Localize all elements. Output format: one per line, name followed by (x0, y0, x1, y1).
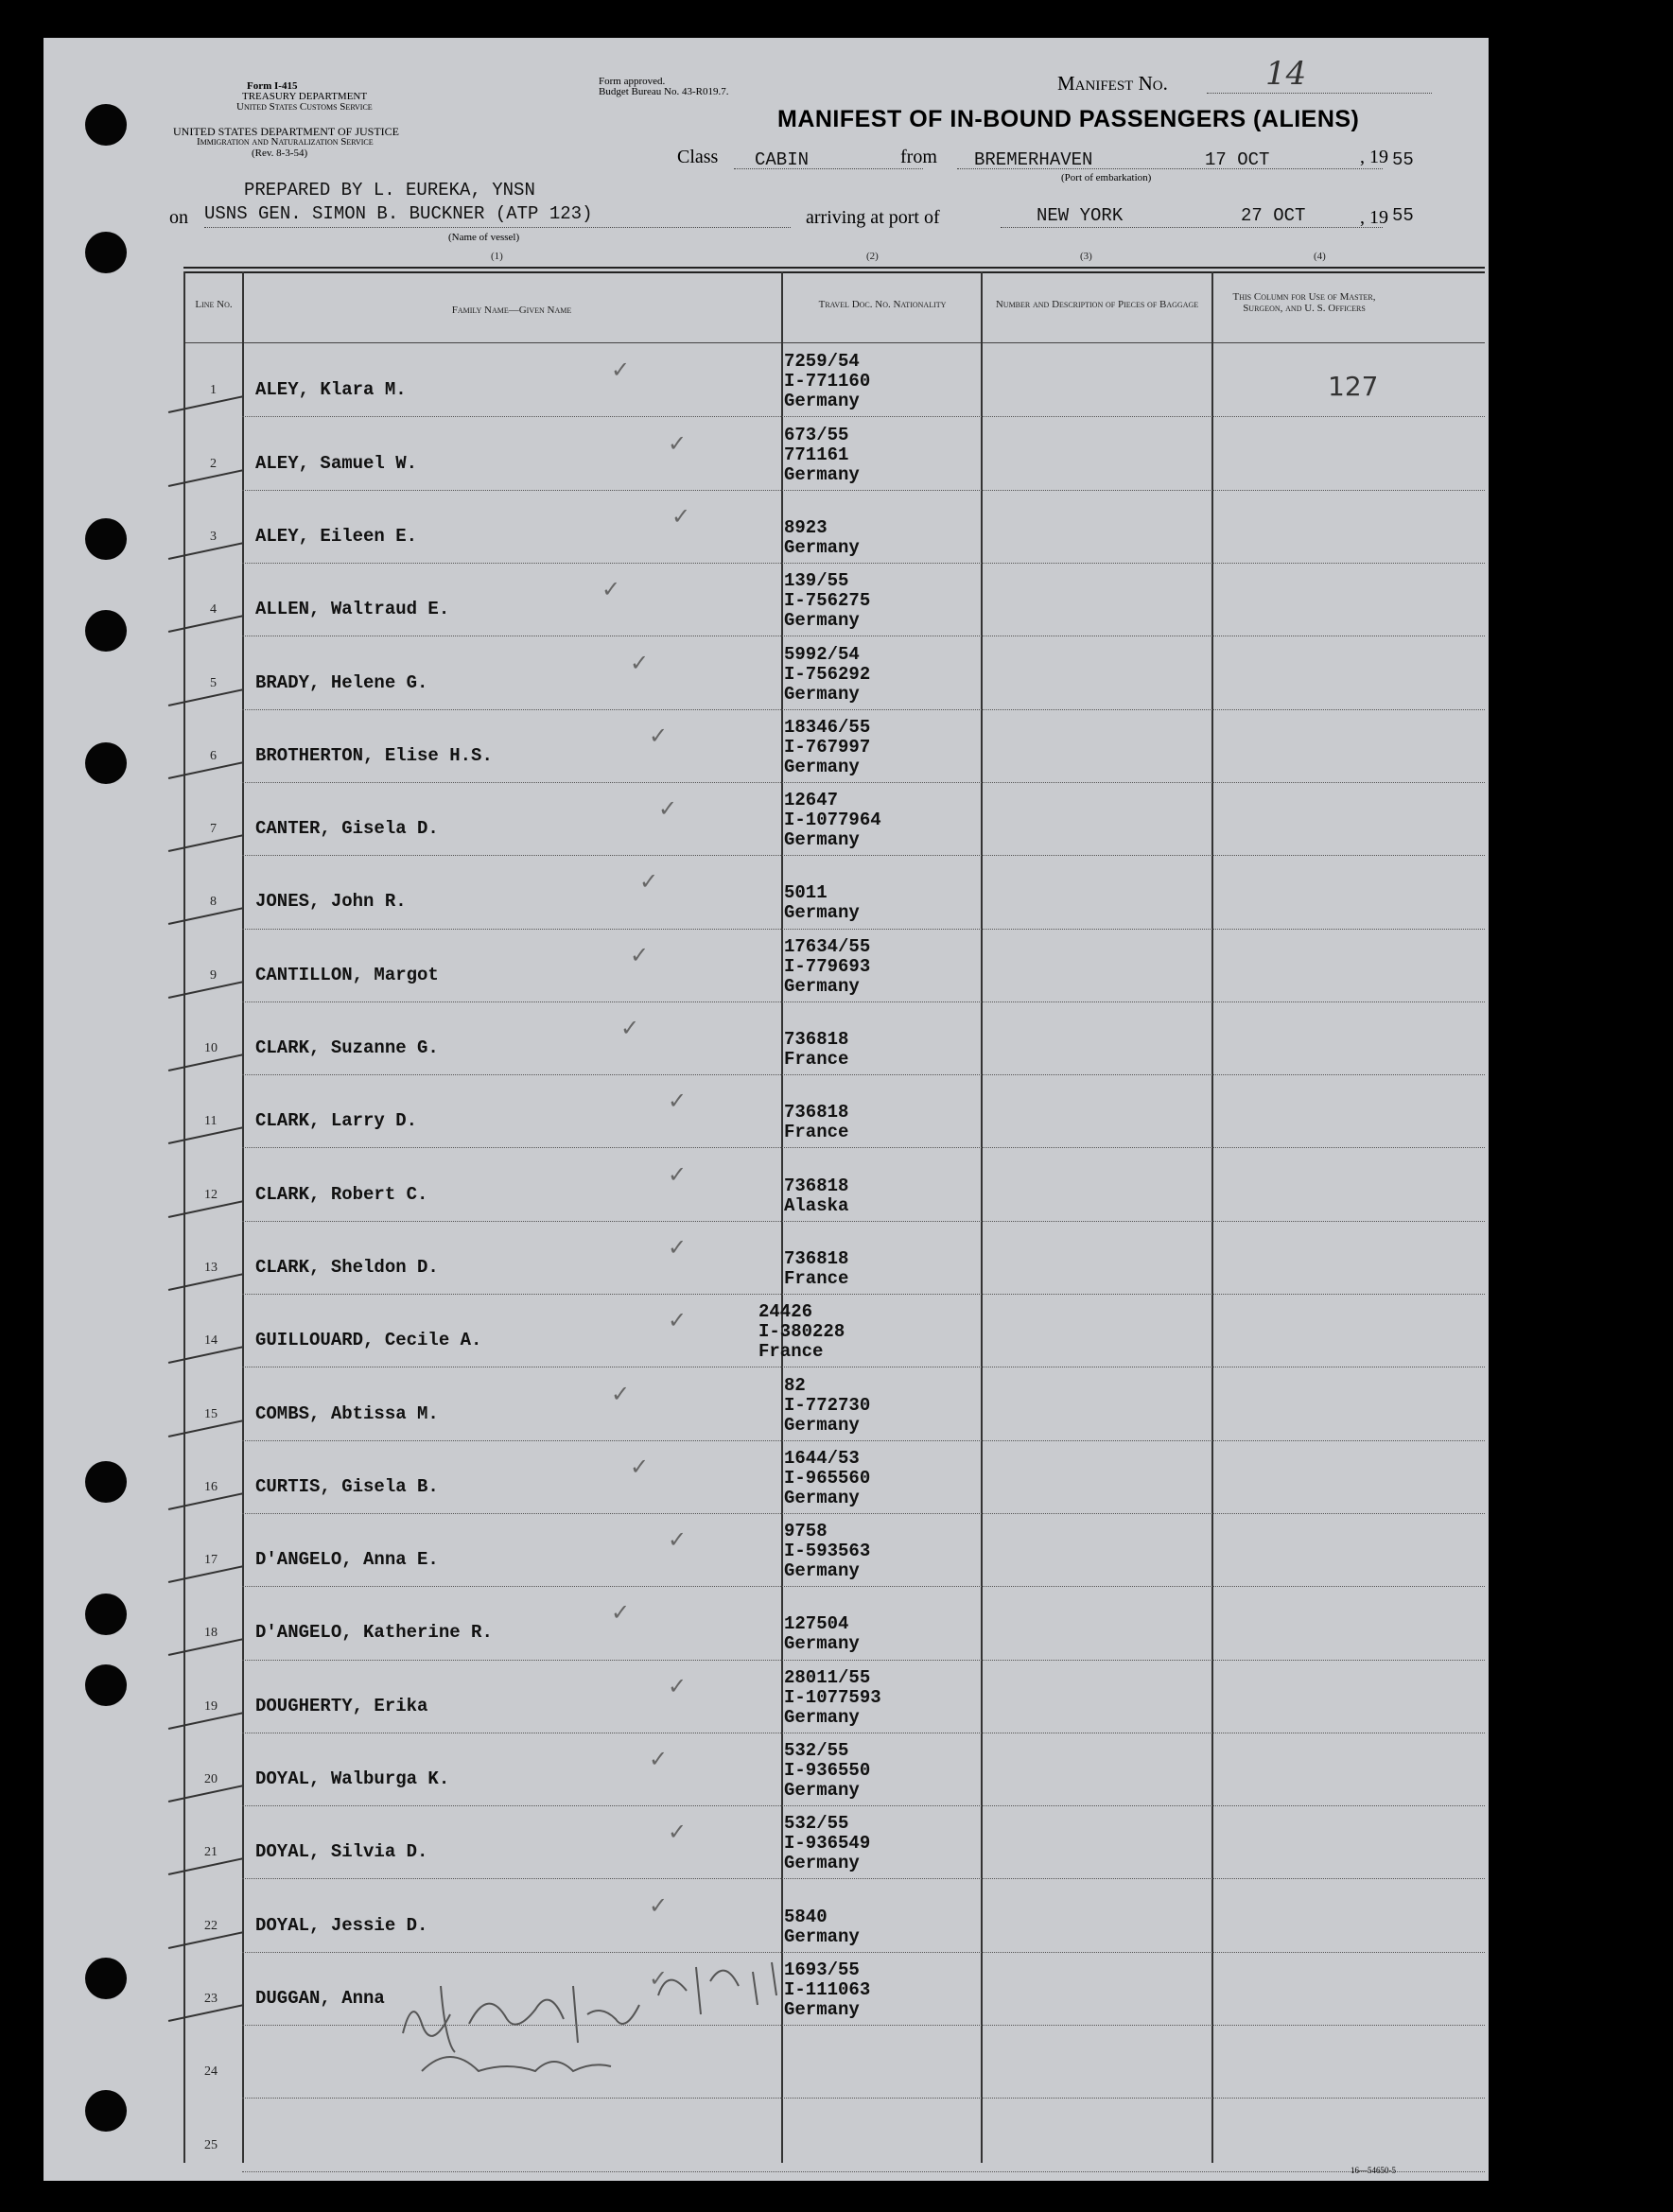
travel-doc-line: Germany (784, 1853, 860, 1874)
travel-doc-line: 12647 (784, 790, 839, 811)
travel-doc-cell (784, 937, 870, 997)
departure-year: 55 (1392, 149, 1414, 170)
travel-doc-cell (784, 1249, 848, 1289)
travel-doc-line: Germany (784, 610, 860, 632)
travel-doc-line: I-771160 (784, 371, 871, 392)
travel-doc-line: 673/55 (784, 424, 849, 445)
line-number: 23 (204, 1991, 218, 2006)
port-embarkation-caption: (Port of embarkation) (1061, 172, 1152, 183)
travel-doc-line: I-380228 (758, 1321, 845, 1343)
travel-doc-line: Germany (784, 1998, 860, 2020)
binder-hole (85, 742, 127, 784)
line-number: 2 (210, 456, 217, 471)
vessel-name: USNS GEN. SIMON B. BUCKNER (ATP 123) (204, 203, 593, 224)
form-revision: (Rev. 8-3-54) (252, 148, 308, 159)
travel-doc-line: Germany (784, 975, 860, 997)
travel-doc-line: France (784, 1122, 849, 1143)
travel-doc-line: Germany (784, 1487, 860, 1508)
check-mark-icon: ✓ (668, 429, 688, 457)
travel-doc-line: 736818 (784, 1247, 849, 1269)
margin-tick-mark (168, 1565, 243, 1582)
passenger-name: DOYAL, Jessie D. (255, 1914, 428, 1936)
line-number: 17 (204, 1553, 218, 1568)
travel-doc-cell (784, 718, 870, 777)
margin-tick-mark (168, 542, 243, 559)
budget-bureau: Budget Bureau No. 43-R019.7. (599, 86, 729, 97)
check-mark-icon: ✓ (668, 1233, 688, 1261)
passenger-name: CANTER, Gisela D. (255, 818, 439, 840)
travel-doc-line: Germany (784, 1925, 860, 1947)
travel-doc-line: 1693/55 (784, 1959, 860, 1980)
line-number: 1 (210, 383, 217, 398)
travel-doc-line: 127504 (784, 1613, 849, 1635)
header-name: Family Name—Given Name (451, 305, 572, 316)
passenger-name: CLARK, Suzanne G. (255, 1037, 439, 1058)
travel-doc-line: 9758 (784, 1521, 828, 1542)
travel-doc-line: I-1077593 (784, 1686, 881, 1708)
travel-doc-line: Alaska (784, 1194, 849, 1216)
travel-doc-line: 7259/54 (784, 351, 860, 373)
passenger-name: ALEY, Klara M. (255, 379, 407, 401)
travel-doc-cell (784, 1614, 860, 1654)
travel-doc-line: Germany (784, 756, 860, 777)
travel-doc-line: I-593563 (784, 1541, 871, 1562)
travel-doc-line: I-936549 (784, 1833, 871, 1855)
travel-doc-line: 736818 (784, 1102, 849, 1123)
binder-hole (85, 1594, 127, 1635)
line-number: 5 (210, 675, 217, 690)
travel-doc-cell (758, 1302, 845, 1362)
line-number: 4 (210, 602, 217, 618)
departure-date: 17 OCT (1205, 149, 1270, 170)
passenger-name: DUGGAN, Anna (255, 1987, 385, 2009)
travel-doc-line: 771161 (784, 444, 849, 465)
travel-doc-cell (784, 1449, 870, 1508)
check-mark-icon: ✓ (668, 1160, 688, 1188)
travel-doc-line: Germany (784, 391, 860, 412)
travel-doc-cell (784, 645, 870, 705)
arrival-year: 55 (1392, 205, 1414, 226)
line-number: 21 (204, 1845, 218, 1860)
arrival-year-prefix: , 19 (1360, 207, 1388, 228)
col-number-2: (2) (866, 251, 879, 262)
margin-tick-mark (168, 1420, 243, 1437)
line-number: 7 (210, 822, 217, 837)
passenger-name: CLARK, Larry D. (255, 1110, 418, 1132)
travel-doc-line: 1644/53 (784, 1447, 860, 1469)
check-mark-icon: ✓ (620, 1015, 640, 1041)
margin-tick-mark (168, 1200, 243, 1217)
travel-doc-cell (784, 518, 860, 558)
line-number: 6 (210, 748, 217, 763)
travel-doc-line: 736818 (784, 1175, 849, 1196)
check-mark-icon: ✓ (668, 1307, 688, 1334)
col-number-1: (1) (491, 251, 503, 262)
travel-doc-cell (784, 1814, 870, 1873)
travel-doc-line: Germany (784, 1706, 860, 1728)
line-number: 25 (204, 2137, 218, 2152)
port-of-embarkation: BREMERHAVEN (974, 149, 1093, 170)
travel-doc-line: Germany (784, 683, 860, 705)
travel-doc-line: I-756292 (784, 663, 871, 685)
margin-tick-mark (168, 469, 243, 486)
travel-doc-line: I-767997 (784, 736, 871, 758)
binder-hole (85, 518, 127, 560)
line-number: 12 (204, 1187, 218, 1202)
form-number: Form I-415 (247, 80, 298, 92)
col-number-4: (4) (1314, 251, 1326, 262)
travel-doc-line: I-1077964 (784, 810, 881, 831)
line-number: 11 (204, 1114, 218, 1129)
line-number: 19 (204, 1698, 218, 1714)
travel-doc-line: Germany (784, 1560, 860, 1582)
margin-tick-mark (168, 1127, 243, 1144)
check-mark-icon: ✓ (668, 1672, 688, 1699)
class-value: CABIN (755, 149, 810, 170)
margin-tick-mark (168, 688, 243, 705)
travel-doc-line: Germany (784, 1414, 860, 1436)
passenger-name: COMBS, Abtissa M. (255, 1402, 439, 1424)
check-mark-icon: ✓ (668, 1819, 688, 1846)
passenger-name: D'ANGELO, Anna E. (255, 1549, 439, 1571)
margin-tick-mark (168, 1858, 243, 1875)
check-mark-icon: ✓ (671, 502, 691, 530)
travel-doc-line: Germany (784, 1633, 860, 1655)
travel-doc-line: 5992/54 (784, 643, 860, 665)
arriving-label: arriving at port of (806, 207, 940, 228)
travel-doc-cell (784, 1522, 870, 1581)
travel-doc-line: France (784, 1267, 849, 1289)
passenger-name: GUILLOUARD, Cecile A. (255, 1330, 482, 1351)
travel-doc-line: Germany (784, 1780, 860, 1801)
margin-tick-mark (168, 908, 243, 925)
travel-doc-line: I-965560 (784, 1467, 871, 1489)
passenger-name: JONES, John R. (255, 891, 407, 913)
header-baggage: Number and Description of Pieces of Baggage (995, 299, 1199, 310)
check-mark-icon: ✓ (649, 1964, 669, 1992)
officer-note: 127 (1328, 371, 1379, 402)
margin-tick-mark (168, 1492, 243, 1509)
passenger-name: ALEY, Eileen E. (255, 525, 418, 547)
margin-tick-mark (168, 761, 243, 778)
line-number: 15 (204, 1406, 218, 1421)
prepared-by: PREPARED BY L. EUREKA, YNSN (244, 180, 535, 200)
check-mark-icon: ✓ (649, 1891, 669, 1919)
margin-tick-mark (168, 2004, 243, 2021)
check-mark-icon: ✓ (630, 941, 650, 968)
footer-code: 16—54650-5 (1351, 2166, 1396, 2175)
travel-doc-line: Germany (784, 463, 860, 485)
travel-doc-line: France (784, 1049, 849, 1070)
travel-doc-line: Germany (784, 536, 860, 558)
margin-tick-mark (168, 616, 243, 633)
check-mark-icon: ✓ (668, 1526, 688, 1554)
travel-doc-line: I-772730 (784, 1394, 871, 1416)
header-line-no: Line No. (195, 299, 233, 310)
margin-tick-mark (168, 1712, 243, 1729)
from-label: from (900, 147, 937, 167)
arrival-date: 27 OCT (1241, 205, 1306, 226)
travel-doc-cell (784, 1103, 848, 1142)
travel-doc-line: 532/55 (784, 1813, 849, 1835)
line-number: 10 (204, 1041, 218, 1055)
check-mark-icon: ✓ (668, 1088, 688, 1115)
travel-doc-line: 5840 (784, 1906, 828, 1927)
passenger-name: CANTILLON, Margot (255, 964, 439, 985)
binder-hole (85, 1958, 127, 1999)
margin-tick-mark (168, 1347, 243, 1364)
class-label: Class (677, 147, 719, 167)
travel-doc-line: 139/55 (784, 570, 849, 592)
check-mark-icon: ✓ (630, 1453, 650, 1480)
margin-tick-mark (168, 1273, 243, 1290)
travel-doc-cell (784, 1668, 881, 1728)
passenger-name: CLARK, Robert C. (255, 1183, 428, 1205)
departure-year-prefix: , 19 (1360, 147, 1388, 167)
check-mark-icon: ✓ (649, 1746, 669, 1772)
check-mark-icon: ✓ (611, 1599, 631, 1627)
manifest-title: MANIFEST OF IN-BOUND PASSENGERS (ALIENS) (777, 106, 1360, 132)
travel-doc-line: Germany (784, 829, 860, 851)
passenger-name: BROTHERTON, Elise H.S. (255, 744, 493, 766)
passenger-name: DOYAL, Walburga K. (255, 1768, 450, 1789)
manifest-page (44, 38, 1489, 2181)
travel-doc-line: 82 (784, 1374, 806, 1396)
passenger-name: CLARK, Sheldon D. (255, 1256, 439, 1278)
line-number: 13 (204, 1260, 218, 1275)
line-number: 22 (204, 1918, 218, 1933)
col-number-3: (3) (1080, 251, 1092, 262)
check-mark-icon: ✓ (611, 357, 631, 384)
travel-doc-cell (784, 352, 870, 411)
travel-doc-cell (784, 1741, 870, 1801)
travel-doc-line: 28011/55 (784, 1666, 871, 1688)
passenger-name: DOUGHERTY, Erika (255, 1695, 428, 1716)
binder-hole (85, 104, 127, 146)
travel-doc-line: France (758, 1341, 824, 1363)
travel-doc-line: 24426 (758, 1301, 813, 1323)
justice-department: UNITED STATES DEPARTMENT OF JUSTICE (173, 125, 400, 138)
on-label: on (169, 207, 188, 228)
travel-doc-cell (784, 791, 881, 850)
line-number: 3 (210, 529, 217, 544)
travel-doc-line: 532/55 (784, 1740, 849, 1761)
line-number: 9 (210, 967, 217, 983)
travel-doc-line: 18346/55 (784, 716, 871, 738)
margin-tick-mark (168, 396, 243, 413)
vessel-caption: (Name of vessel) (448, 232, 520, 243)
check-mark-icon: ✓ (630, 649, 650, 676)
line-number: 8 (210, 895, 217, 910)
margin-tick-mark (168, 1785, 243, 1802)
passenger-name: BRADY, Helene G. (255, 671, 428, 693)
margin-tick-mark (168, 1931, 243, 1948)
line-number: 20 (204, 1772, 218, 1786)
travel-doc-line: I-936550 (784, 1760, 871, 1781)
passenger-name: DOYAL, Silvia D. (255, 1841, 428, 1863)
immigration-service: Immigration and Naturalization Service (197, 136, 374, 148)
travel-doc-cell (784, 1176, 848, 1216)
travel-doc-line: 5011 (784, 882, 828, 904)
travel-doc-line: 17634/55 (784, 935, 871, 957)
binder-hole (85, 232, 127, 273)
line-number: 24 (204, 2064, 218, 2080)
travel-doc-line: I-756275 (784, 590, 871, 612)
margin-tick-mark (168, 834, 243, 851)
margin-tick-mark (168, 981, 243, 998)
travel-doc-cell (784, 426, 860, 485)
passenger-name: D'ANGELO, Katherine R. (255, 1622, 493, 1644)
line-number: 14 (204, 1333, 218, 1349)
check-mark-icon: ✓ (649, 722, 669, 749)
binder-hole (85, 610, 127, 652)
travel-doc-cell (784, 571, 870, 631)
line-number: 16 (204, 1479, 218, 1494)
check-mark-icon: ✓ (639, 868, 659, 896)
handwritten-annotation (384, 1929, 838, 2090)
travel-doc-line: 8923 (784, 516, 828, 538)
manifest-number: 14 (1265, 55, 1307, 93)
margin-tick-mark (168, 1054, 243, 1071)
line-number: 18 (204, 1626, 218, 1641)
passenger-name: ALEY, Samuel W. (255, 452, 418, 474)
travel-doc-line: 736818 (784, 1029, 849, 1050)
passenger-name: ALLEN, Waltraud E. (255, 599, 450, 620)
travel-doc-cell (784, 1376, 870, 1436)
check-mark-icon: ✓ (601, 576, 621, 603)
binder-hole (85, 1664, 127, 1706)
treasury-department: TREASURY DEPARTMENT (242, 91, 368, 102)
travel-doc-line: I-111063 (784, 1978, 871, 2000)
travel-doc-cell (784, 1030, 848, 1070)
arrival-port: NEW YORK (1037, 205, 1124, 226)
header-travel-doc: Travel Doc. No. Nationality (818, 299, 947, 310)
binder-hole (85, 1461, 127, 1503)
travel-doc-line: I-779693 (784, 955, 871, 977)
customs-service: United States Customs Service (236, 101, 373, 113)
passenger-name: CURTIS, Gisela B. (255, 1475, 439, 1497)
travel-doc-cell (784, 883, 860, 923)
travel-doc-line: Germany (784, 902, 860, 924)
check-mark-icon: ✓ (611, 1380, 631, 1407)
form-approved: Form approved. (599, 76, 666, 87)
margin-tick-mark (168, 1639, 243, 1656)
check-mark-icon: ✓ (658, 795, 678, 823)
binder-hole (85, 2090, 127, 2132)
header-officers: This Column for Use of Master, Surgeon, and U. S. Officers (1232, 291, 1376, 314)
manifest-number-label: Manifest No. (1057, 72, 1168, 95)
